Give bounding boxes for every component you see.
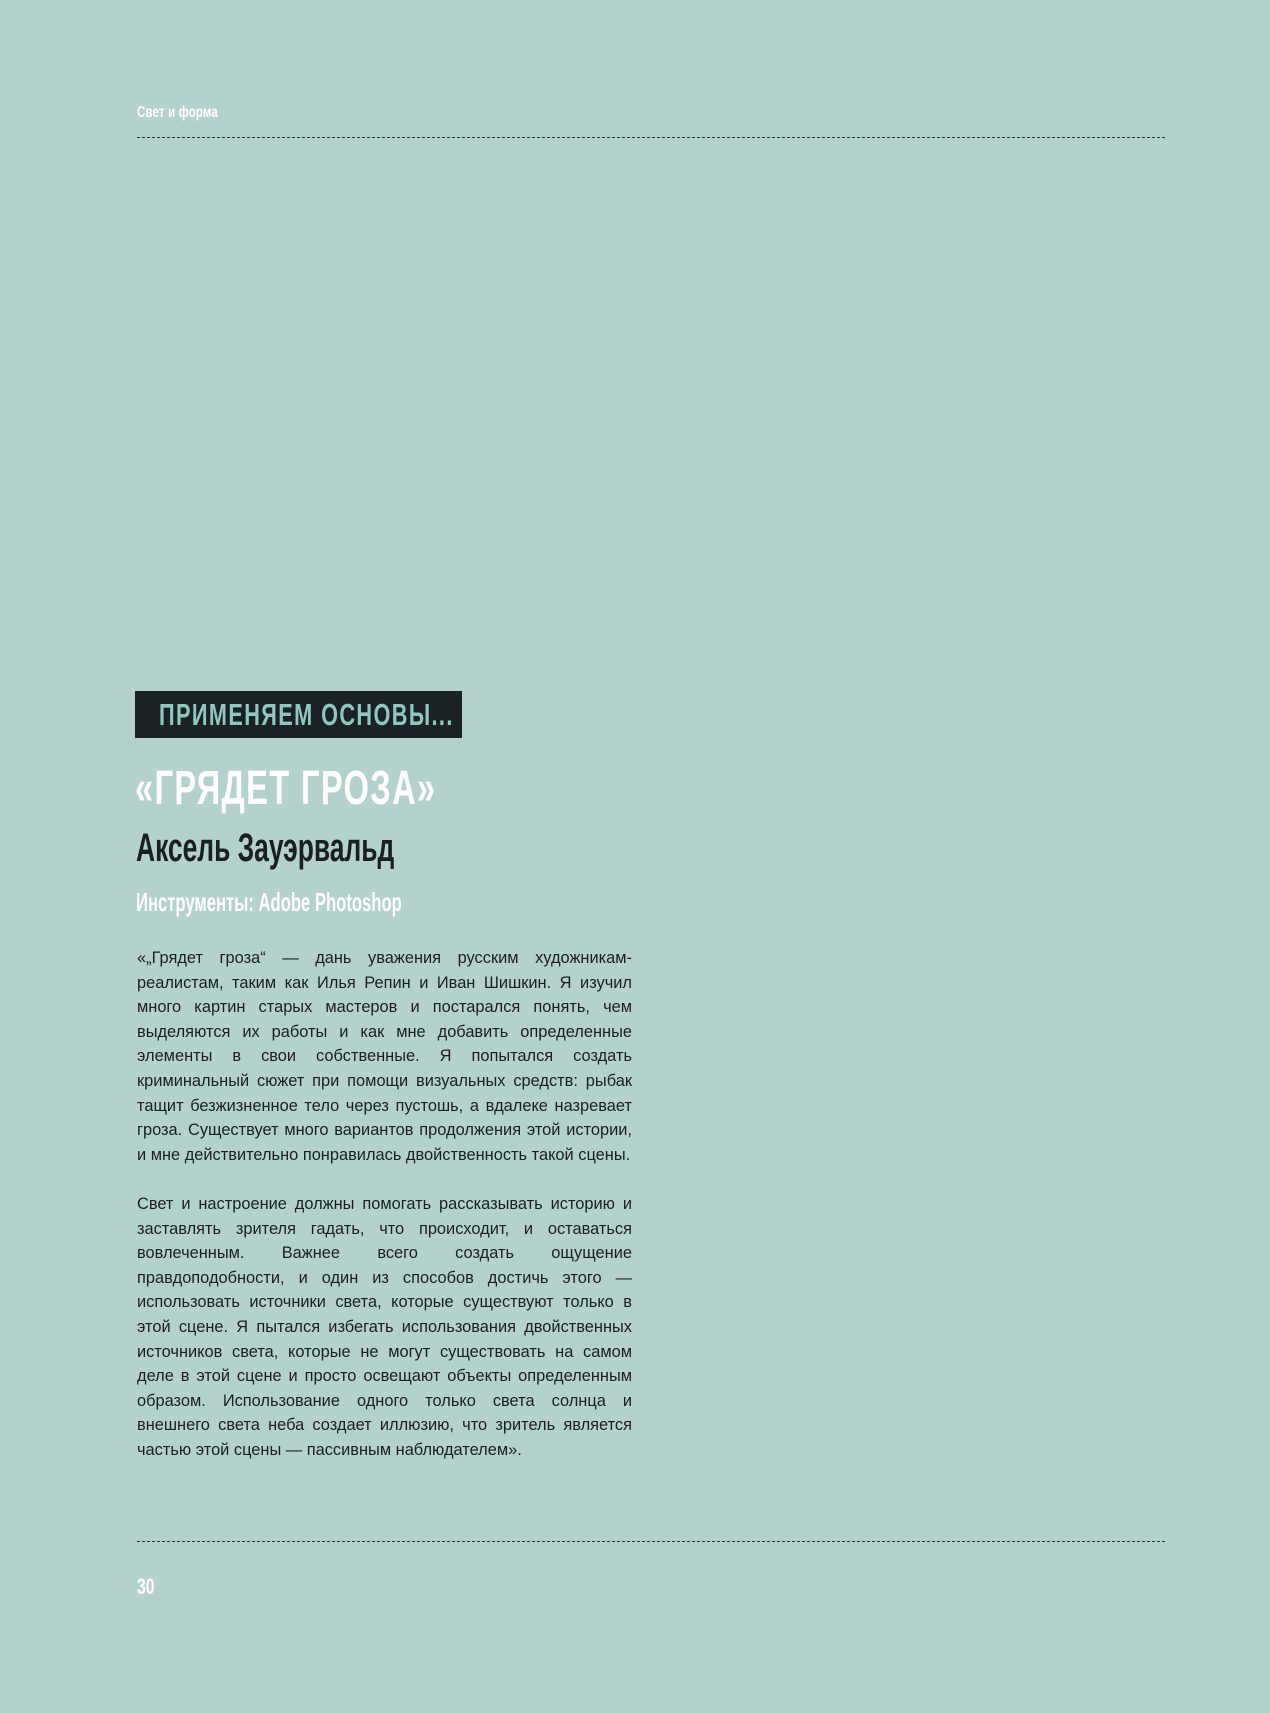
artist-name: Аксель Зауэрвальд [136,826,395,870]
paragraph-2: Свет и настроение должны помогать рассказывать историю и заставлять зрителя гадать, что происходит, и оставаться вовлеченным. Важнее всего создать ощущение правдоподобности, и один из способов достичь этого — использовать источники света, которые существуют только в этой сцене. Я пытался избегать использования двойственных источников света, которые не могут существовать на самом деле в этой сцене и просто освещают объекты определенным образом. Использование одного только света солнца и внешнего света неба создает иллюзию, что зритель является частью этой сцены — пассивным наблюдателем». [137,1194,632,1459]
page-number: 30 [137,1574,155,1599]
section-banner [135,691,462,738]
paragraph-1: «„Грядет гроза“ — дань уважения русским художникам-реалистам, таким как Илья Репин и Иван Шишкин. Я изучил много картин старых мастеров и постарался понять, чем выделяются их работы и как мне добавить определенные элементы в свои собственные. Я попытался создать криминальный сюжет при помощи визуальных средств: рыбак тащит безжизненное тело через пустошь, а вдалеке назревает гроза. Существует много вариантов продолжения этой истории, и мне действительно понравилась двойственность такой сцены. [137,949,632,1164]
article-body [137,946,632,1487]
bottom-divider [137,1541,1165,1542]
section-banner-label: ПРИМЕНЯЕМ ОСНОВЫ... [159,696,454,732]
tools-line: Инструменты: Adobe Photoshop [136,887,402,917]
artwork-title: «ГРЯДЕТ ГРОЗА» [135,762,437,815]
running-head: Свет и форма [137,104,218,121]
top-divider [137,137,1165,138]
